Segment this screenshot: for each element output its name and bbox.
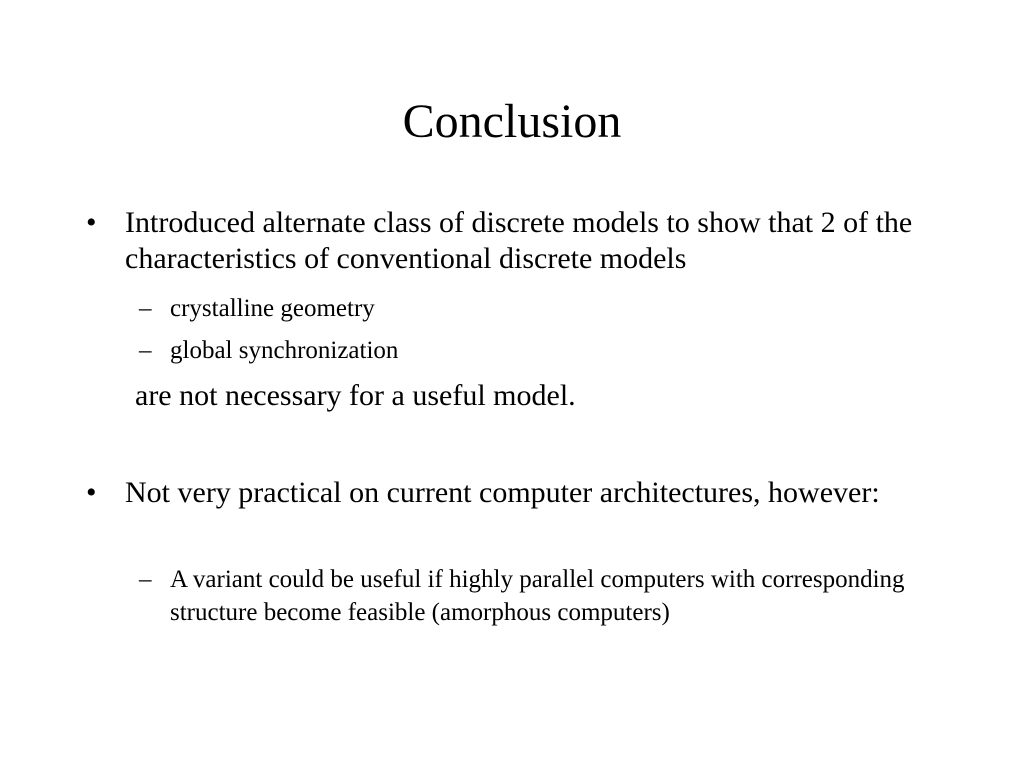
- bullet-continuation: are not necessary for a useful model.: [135, 379, 576, 412]
- sub-bullet-marker: –: [139, 337, 152, 364]
- sub-bullet-text: A variant could be useful if highly parallel computers with corresponding structure become feasible (amorphous computers): [170, 566, 905, 626]
- sub-bullet-text: crystalline geometry: [170, 295, 375, 322]
- bullet-text: Not very practical on current computer architectures, however:: [125, 476, 880, 509]
- bullet-marker: •: [86, 206, 97, 239]
- sub-bullet-marker: –: [139, 566, 152, 593]
- sub-bullet-marker: –: [139, 295, 152, 322]
- bullet-marker: •: [86, 476, 97, 509]
- bullet-text: Introduced alternate class of discrete models to show that 2 of the characteristics of conventional discrete models: [125, 206, 913, 275]
- sub-bullet-text: global synchronization: [170, 337, 399, 364]
- slide-title: Conclusion: [402, 95, 622, 148]
